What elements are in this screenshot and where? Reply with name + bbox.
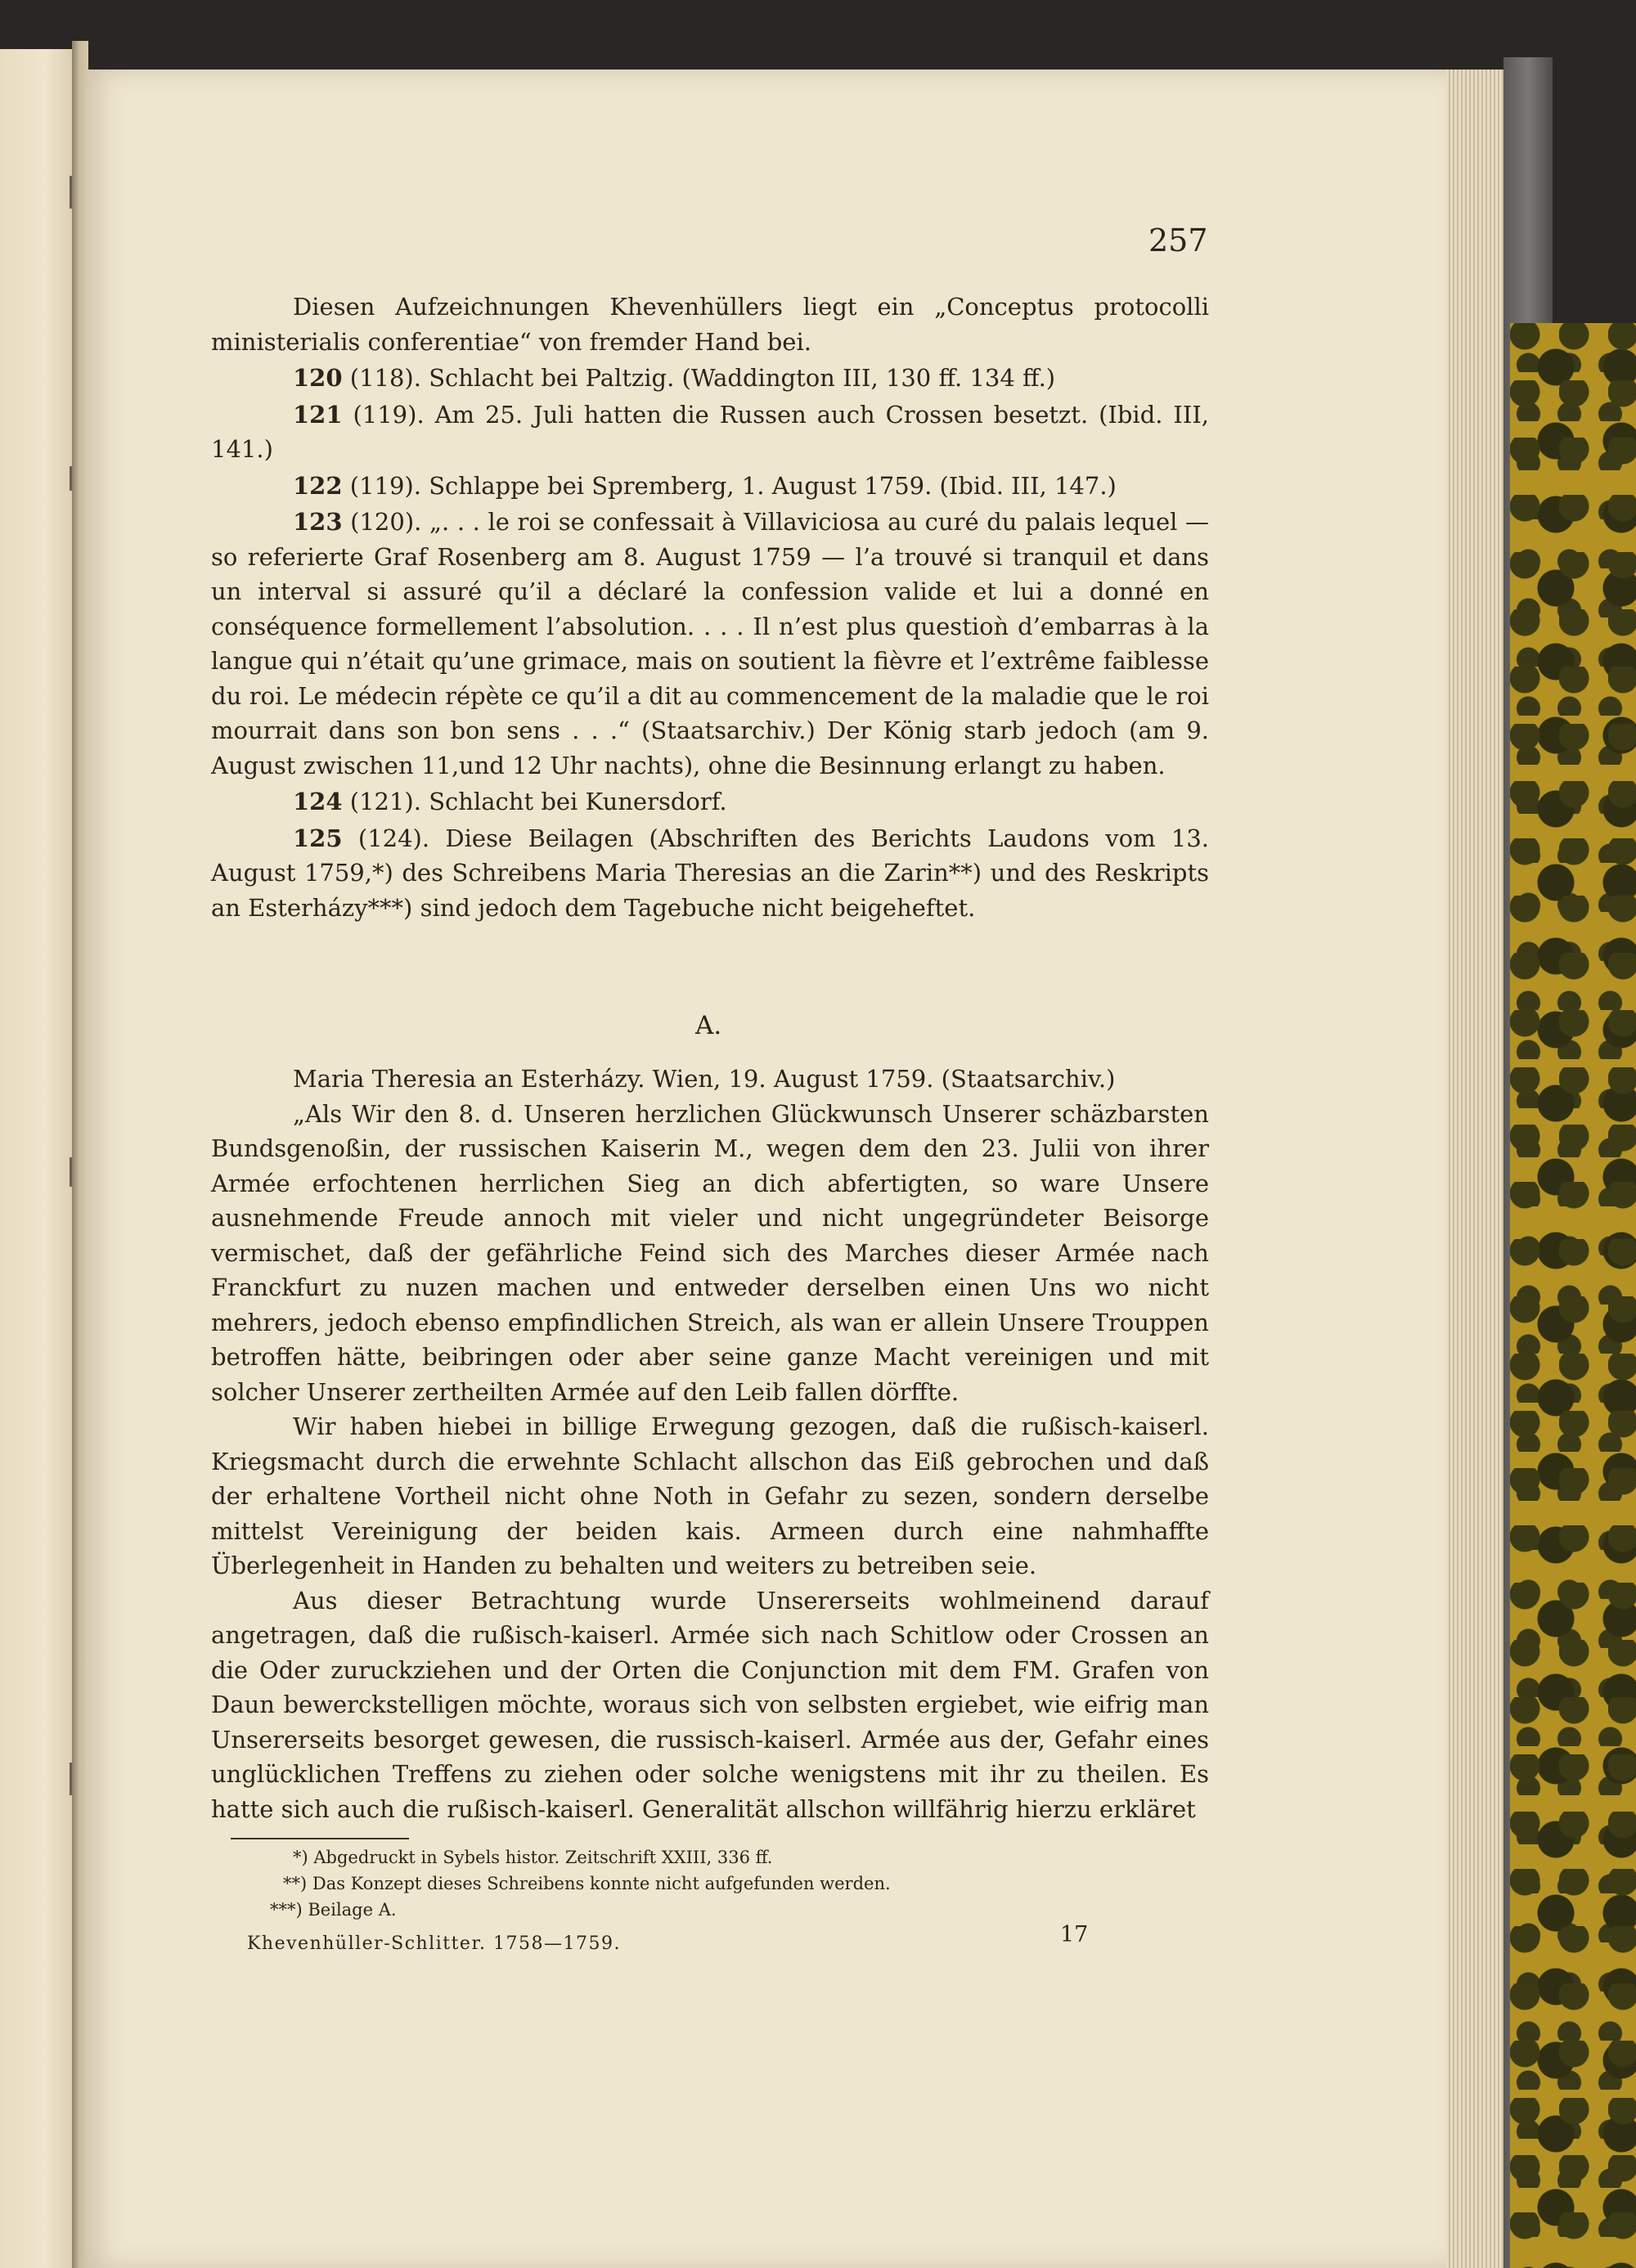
intro-text: Diesen Aufzeichnungen Khevenhüllers liegt ein „Conceptus protocolli ministerialis conferentiae“ von fremder Hand bei. [211, 293, 1209, 356]
note-number: 121 [293, 400, 343, 429]
note-text: Schlacht bei Kunersdorf. [429, 788, 727, 815]
letter-paragraph: „Als Wir den 8. d. Unseren herzlichen Glückwunsch Unserer schäzbarsten Bundsgenoßin, der russischen Kaiserin M., wegen dem den 23. Julii von ihrer Armée erfochtenen herrlichen Sieg an dich abfertigten, so ware Unsere ausnehmende Freude annoch mit vieler und nicht ungegründeter Beisorge vermischet, daß der gefährliche Feind sich des Marches dieser Armée nach Franckfurt zu nuzen machen und entweder derselben einen Uns wo nicht mehrers, jedoch ebenso empfindlichen Streich, als wan er allein Unsere Trouppen betroffen hätte, beibringen oder aber seine ganze Macht vereinigen und mit solcher Unserer zertheilten Armée auf den Leib fallen dörffte. [211, 1099, 1209, 1406]
intro-paragraph [211, 290, 1209, 359]
letter-header: Maria Theresia an Esterházy. Wien, 19. August 1759. (Staatsarchiv.) [293, 1065, 1116, 1093]
footnote: **) Das Konzept dieses Schreibens konnte nicht aufgefunden werden. [283, 1874, 891, 1893]
note-ref: (121). [349, 788, 421, 815]
note-text: Diese Beilagen (Abschriften des Berichts Laudons vom 13. August 1759,*) des Schreibens Maria Theresias an die Zarin**) und des Reskripts an Esterházy***) sind jedoch dem Tagebuche nicht beigeheftet. [211, 824, 1210, 922]
signature-line: Khevenhüller-Schlitter. 1758—1759. [247, 1933, 622, 1954]
note-122 [211, 469, 1209, 504]
previous-page-edge [0, 49, 75, 2268]
note-ref: (124). [357, 824, 430, 852]
note-120 [211, 361, 1209, 396]
note-number: 120 [293, 364, 343, 392]
footnote: *) Abgedruckt in Sybels histor. Zeitschrift XXIII, 336 ff. [293, 1848, 773, 1867]
letter-paragraph: Wir haben hiebei in billige Erwegung gezogen, daß die rußisch-kaiserl. Kriegsmacht durch die erwehnte Schlacht allschon das Eiß gebrochen und daß der erhaltene Vortheil nicht ohne Noth in Gefahr zu sezen, sondern derselbe mittelst Vereinigung der beiden kais. Armeen durch eine nahmhaffte Überlegenheit in Handen zu behalten und weiters zu betreiben seie. [211, 1412, 1209, 1579]
note-121 [211, 397, 1209, 467]
note-ref: (119). [353, 400, 425, 429]
note-text: Schlacht bei Paltzig. (Waddington III, 130 ff. 134 ff.) [429, 364, 1056, 392]
note-number: 125 [293, 824, 343, 852]
background-dark [85, 0, 1636, 70]
page-edges [1446, 70, 1505, 2268]
note-ref: (120). [350, 508, 422, 536]
note-ref: (119). [349, 471, 421, 500]
footnotes [270, 1844, 891, 1923]
marbled-endpaper [1510, 323, 1636, 2268]
section-heading: A. [695, 1011, 722, 1040]
note-125 [211, 821, 1209, 926]
note-ref: (118). [349, 364, 421, 392]
note-number: 124 [293, 788, 343, 815]
page-number: 257 [1148, 222, 1208, 258]
note-123 [211, 505, 1209, 783]
note-124 [211, 784, 1209, 820]
footnote: ***) Beilage A. [270, 1900, 397, 1920]
note-text: „. . . le roi se confessait à Villaviciosa au curé du palais lequel — so referierte Graf Rosenberg am 8. August 1759 — l’a trouvé si tranquil et dans un interval si assuré qu’il a déclaré la confession valide et lui a donné en conséquence formellement l’absolution. . . . Il n’est plus questioǹ d’embarras à la langue qui n’était qu’une grimace, mais on soutient la fièvre et l’extrême faiblesse du roi. Le médecin répète ce qu’il a dit au commencement de la maladie que le roi mourrait dans son bon sens . . .“ (Staatsarchiv.) Der König starb jedoch (am 9. August zwischen 11‚und 12 Uhr nachts), ohne die Besinnung erlangt zu haben. [211, 508, 1209, 779]
letter-paragraph: Aus dieser Betrachtung wurde Unsererseits wohlmeinend darauf angetragen, daß die rußisch-kaiserl. Armée sich nach Schitlow oder Crossen an die Oder zuruckziehen und der Orten die Conjunction mit dem FM. Grafen von Daun bewerckstelligen möchte, woraus sich von selbsten ergiebet, wie eifrig man Unsererseits besorget gewesen, die russisch-kaiserl. Armée aus der, Gefahr eines unglücklichen Treffens zu ziehen oder solche wenigstens mit ihr zu theilen. Es hatte sich auch die rußisch-kaiserl. Generalität allschon willfährig hierzu erkläret [211, 1586, 1209, 1823]
note-text: Am 25. Juli hatten die Russen auch Crossen besetzt. (Ibid. III, 141.) [211, 400, 1209, 463]
note-number: 122 [293, 471, 343, 500]
note-number: 123 [293, 508, 343, 536]
sheet-number: 17 [1060, 1922, 1089, 1947]
note-text: Schlappe bei Spremberg, 1. August 1759. (Ibid. III, 147.) [429, 471, 1117, 500]
letter [211, 1062, 1209, 1826]
footnote-rule [231, 1838, 409, 1839]
notes-list [211, 361, 1209, 925]
